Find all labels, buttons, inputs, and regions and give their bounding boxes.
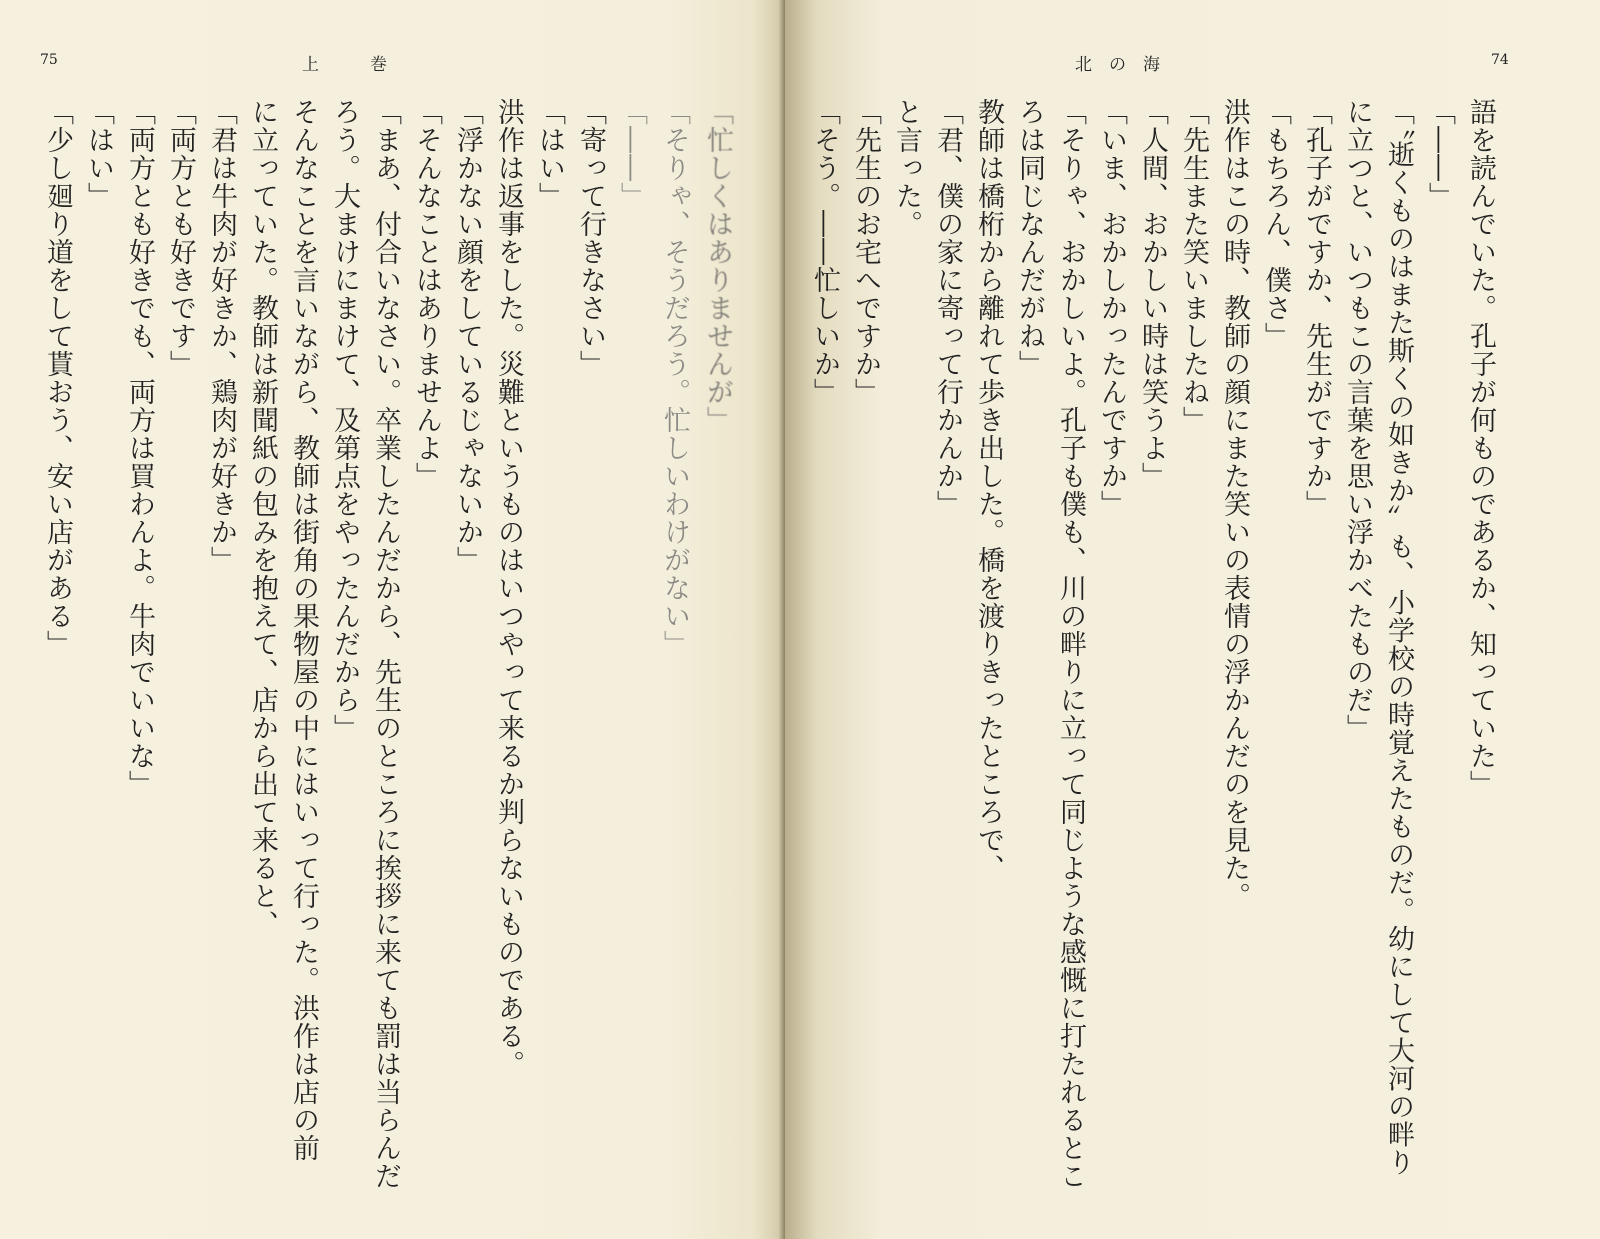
running-header-left: 上 巻 xyxy=(302,55,387,75)
text-line: 「もちろん、僕さ」 xyxy=(1260,98,1291,350)
text-line: 「浮かない顔をしているじゃないか」 xyxy=(452,98,483,574)
text-line: 洪作はこの時、教師の顔にまた笑いの表情の浮かんだのを見た。 xyxy=(1219,98,1250,910)
text-line: 「先生のお宅へですか」 xyxy=(850,98,881,406)
text-line: 「そりゃ、そうだろう。忙しいわけがない」 xyxy=(659,98,690,658)
text-line: 「まあ、付合いなさい。卒業したんだから、先生のところに挨拶に来ても罰は当らんだ xyxy=(370,98,401,1190)
text-line: 「両方とも好きでも、両方は買わんよ。牛肉でいいな」 xyxy=(124,98,155,798)
page-number-left: 75 xyxy=(40,52,58,68)
text-line: そんなことを言いながら、教師は街角の果物屋の中にはいって行った。洪作は店の前 xyxy=(288,98,319,1162)
text-line: 「そんなことはありませんよ」 xyxy=(411,98,442,490)
text-line: 「そう。――忙しいか」 xyxy=(809,98,840,406)
right-page xyxy=(785,0,1600,1239)
text-line: に立っていた。教師は新聞紙の包みを抱えて、店から出て来ると、 xyxy=(247,98,278,938)
text-line: 洪作は返事をした。災難というものはいつやって来るか判らないものである。 xyxy=(493,98,524,1078)
text-line: 「両方とも好きです」 xyxy=(165,98,196,378)
right-text-columns xyxy=(785,98,1600,1228)
left-page xyxy=(0,0,785,1239)
running-header-right: 北 の 海 xyxy=(1075,55,1160,75)
text-line: ろは同じなんだがね」 xyxy=(1014,98,1045,378)
text-line: 「先生また笑いましたね」 xyxy=(1178,98,1209,434)
left-text-columns xyxy=(0,98,785,1228)
text-line: 「――」 xyxy=(1424,98,1455,210)
text-line: 「そりゃ、おかしいよ。孔子も僕も、川の畔りに立って同じような感慨に打たれるとこ xyxy=(1055,98,1086,1190)
text-line: 「人間、おかしい時は笑うよ」 xyxy=(1137,98,1168,490)
text-line: に立つと、いつもこの言葉を思い浮かべたものだ」 xyxy=(1342,98,1373,742)
text-line: ろう。大まけにまけて、及第点をやったんだから」 xyxy=(329,98,360,742)
text-line: 「忙しくはありませんが」 xyxy=(702,98,733,434)
text-line: 「孔子がですか、先生がですか」 xyxy=(1301,98,1332,518)
text-line: 「はい」 xyxy=(534,98,565,210)
text-line: 「君は牛肉が好きか、鶏肉が好きか」 xyxy=(206,98,237,574)
text-line: 「寄って行きなさい」 xyxy=(575,98,606,378)
text-line: 「いま、おかしかったんですか」 xyxy=(1096,98,1127,518)
text-line: 「君、僕の家に寄って行かんか」 xyxy=(932,98,963,518)
text-line: 語を読んでいた。孔子が何ものであるか、知っていた」 xyxy=(1465,98,1496,798)
text-line: と言った。 xyxy=(891,98,922,238)
text-line: 教師は橋桁から離れて歩き出した。橋を渡りきったところで、 xyxy=(973,98,1004,882)
text-line: 「少し廻り道をして貰おう、安い店がある」 xyxy=(42,98,73,658)
text-line: 「〝逝くものはまた斯くの如きか〟も、小学校の時覚えたものだ。幼にして大河の畔り xyxy=(1383,98,1414,1177)
text-line: 「はい」 xyxy=(83,98,114,210)
page-number-right: 74 xyxy=(1491,52,1509,68)
text-line: 「――」 xyxy=(616,98,647,210)
